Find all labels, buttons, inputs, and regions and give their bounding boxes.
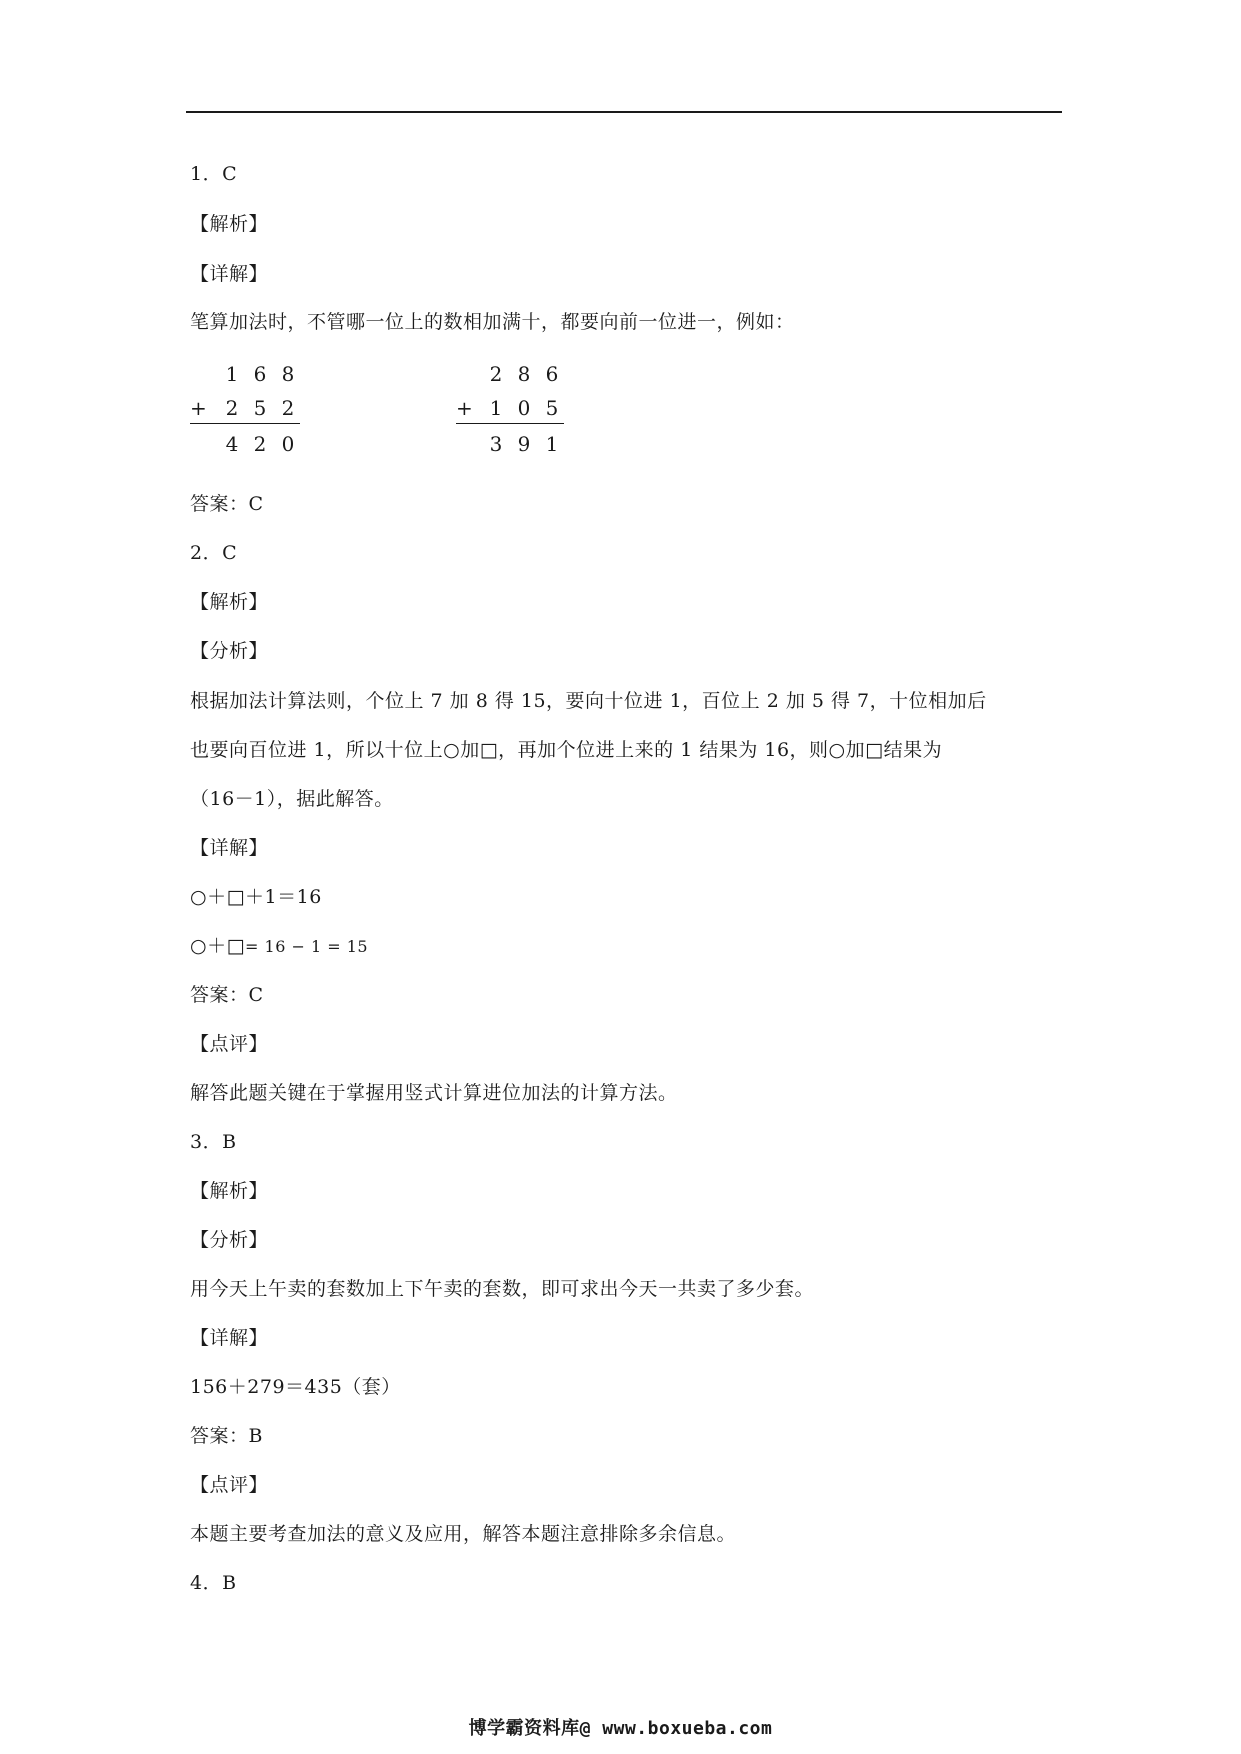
q2-tag-jiexi: 【解析】 bbox=[190, 591, 269, 613]
vertical-addition-example-2 bbox=[456, 362, 566, 462]
q3-answer: 答案：B bbox=[190, 1425, 263, 1447]
example2-top-row bbox=[456, 362, 566, 386]
example2-bottom-digit: 1 bbox=[489, 396, 503, 420]
example2-bottom-digit: 5 bbox=[545, 396, 559, 420]
example1-sum-line bbox=[190, 423, 300, 424]
example2-bottom-digit: 0 bbox=[517, 396, 531, 420]
q2-tag-dianping: 【点评】 bbox=[190, 1033, 269, 1055]
example1-result-digit: 4 bbox=[225, 432, 239, 456]
q2-answer: 答案：C bbox=[190, 984, 264, 1006]
q2-equation-2 bbox=[190, 933, 368, 960]
example2-bottom-row bbox=[456, 396, 566, 420]
example2-result-row bbox=[456, 432, 566, 456]
example1-top-digit: 8 bbox=[281, 362, 295, 386]
q3-tag-dianping: 【点评】 bbox=[190, 1474, 269, 1496]
q1-answer: 答案：C bbox=[190, 493, 264, 515]
q4-number: 4．B bbox=[190, 1572, 237, 1594]
q2-analysis-line: 也要向百位进 1，所以十位上○加□，再加个位进上来的 1 结果为 16，则○加□结果为 bbox=[190, 739, 943, 761]
vertical-addition-example-1 bbox=[190, 362, 300, 462]
plus-sign: + bbox=[190, 396, 207, 420]
q2-equation-1: ○＋□＋1＝16 bbox=[190, 886, 322, 908]
plus-sign: + bbox=[456, 396, 473, 420]
q3-number: 3．B bbox=[190, 1131, 237, 1153]
q3-tag-xiangjie: 【详解】 bbox=[190, 1327, 269, 1349]
q3-analysis: 用今天上午卖的套数加上下午卖的套数，即可求出今天一共卖了多少套。 bbox=[190, 1278, 815, 1300]
q3-tag-jiexi: 【解析】 bbox=[190, 1180, 269, 1202]
example2-top-digit: 2 bbox=[489, 362, 503, 386]
example1-result-row bbox=[190, 432, 300, 456]
example2-top-digit: 6 bbox=[545, 362, 559, 386]
q2-tag-xiangjie: 【详解】 bbox=[190, 837, 269, 859]
example1-top-row bbox=[190, 362, 300, 386]
q2-equation-2-suffix: = 16 − 1 = 15 bbox=[245, 937, 369, 956]
q2-tag-fenxi: 【分析】 bbox=[190, 640, 269, 662]
example1-bottom-row bbox=[190, 396, 300, 420]
q2-equation-2-prefix: ○＋□ bbox=[190, 935, 246, 957]
example1-bottom-digit: 2 bbox=[225, 396, 239, 420]
example2-result-digit: 9 bbox=[517, 432, 531, 456]
q1-text: 笔算加法时，不管哪一位上的数相加满十，都要向前一位进一，例如： bbox=[190, 311, 795, 333]
example1-bottom-digit: 5 bbox=[253, 396, 267, 420]
example2-sum-line bbox=[456, 423, 564, 424]
q2-number: 2．C bbox=[190, 542, 238, 564]
q3-tag-fenxi: 【分析】 bbox=[190, 1229, 269, 1251]
q2-analysis-line: 根据加法计算法则，个位上 7 加 8 得 15，要向十位进 1，百位上 2 加 5 得 7，十位相加后 bbox=[190, 690, 987, 712]
q1-tag-jiexi: 【解析】 bbox=[190, 213, 269, 235]
q2-analysis-line: （16－1），据此解答。 bbox=[190, 788, 394, 810]
example2-result-digit: 3 bbox=[489, 432, 503, 456]
example1-bottom-digit: 2 bbox=[281, 396, 295, 420]
example1-top-digit: 6 bbox=[253, 362, 267, 386]
header-rule bbox=[186, 111, 1062, 113]
example1-result-digit: 0 bbox=[281, 432, 295, 456]
q1-tag-xiangjie: 【详解】 bbox=[190, 263, 269, 285]
example2-top-digit: 8 bbox=[517, 362, 531, 386]
example2-result-digit: 1 bbox=[545, 432, 559, 456]
q2-comment: 解答此题关键在于掌握用竖式计算进位加法的计算方法。 bbox=[190, 1082, 678, 1104]
q1-number: 1．C bbox=[190, 163, 238, 185]
q3-equation: 156＋279＝435（套） bbox=[190, 1376, 401, 1398]
q3-comment: 本题主要考查加法的意义及应用，解答本题注意排除多余信息。 bbox=[190, 1523, 737, 1545]
example1-top-digit: 1 bbox=[225, 362, 239, 386]
footer-watermark: 博学霸资料库@ www.boxueba.com bbox=[468, 1718, 773, 1739]
example1-result-digit: 2 bbox=[253, 432, 267, 456]
